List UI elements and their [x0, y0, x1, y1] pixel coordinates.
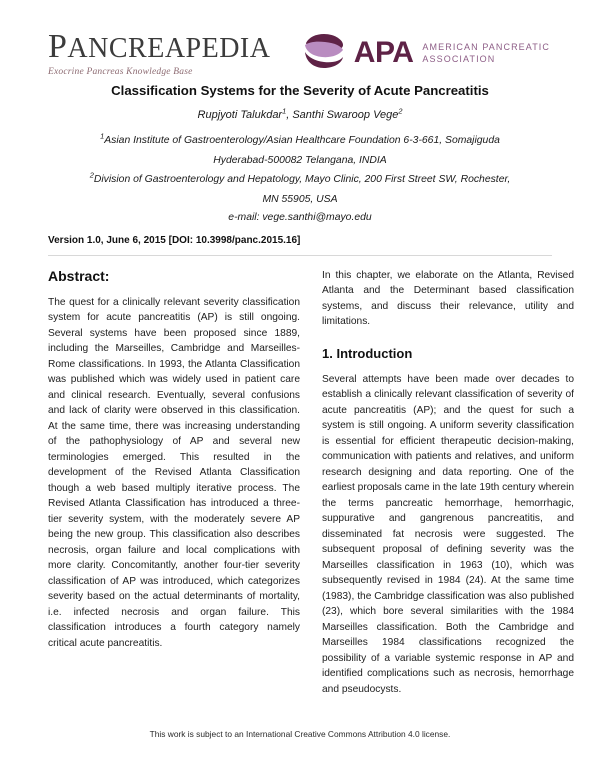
author-2-affiliation-marker: 2 [398, 106, 403, 116]
masthead [0, 0, 600, 77]
affiliation-2-line-1: Division of Gastroenterology and Hepatology, Mayo Clinic, 200 First Street SW, Rochester, [93, 174, 511, 186]
pancreapedia-tagline: Exocrine Pancreas Knowledge Base [48, 66, 193, 77]
introduction-paragraph: Several attempts have been made over decades to establish a clinically relevant classification of severity of acute pancreatitis (AP); and the quest for such a system is still ongoing. A uniform severity classification is essential for efficient therapeutic decision-making, communication with patients and relatives, and uniform research designing and data reporting. One of the earliest proposals came in the late 19th century wherein the terms pancreatic hemorrhage, hemorrhagic, suppurative and gangrenous pancreatitis, and disseminated fat necrosis were suggested. The subsequent proposal of defining severity was the Marseilles classification in 1963 (10), which was subsequently revised in 1984 (24). At the same time (1983), the Cambridge classification was also published (23), which bore several similarities with the 1984 Marseilles classification. Both the Cambridge and Marseilles 1984 classifications recognized the possibility of a variable systemic response in AP and identified complications such as necrosis, hemorrhage and pseudocysts. [322, 373, 574, 695]
affiliation-2-marker: 2 [89, 170, 94, 180]
page-title: Classification Systems for the Severity of Acute Pancreatitis [111, 83, 489, 98]
pancreapedia-logo[interactable] [48, 27, 271, 77]
affiliation-2 [34, 170, 566, 190]
chapter-scope-paragraph: In this chapter, we elaborate on the Atlanta, Revised Atlanta and the Determinant based classification systems, and discuss their relevance, utility and limitations. [322, 269, 574, 328]
title-block [0, 68, 600, 223]
author-list [34, 106, 566, 121]
apa-name-line1: AMERICAN PANCREATIC [422, 41, 550, 52]
version-doi-line: Version 1.0, June 6, 2015 [DOI: 10.3998/panc.2015.16] [48, 234, 301, 246]
pancreapedia-wordmark [48, 27, 271, 65]
apa-swirl-icon [303, 32, 345, 75]
abstract-paragraph: The quest for a clinically relevant severity classification system for acute pancreatitis (AP) is still ongoing. Several systems have been proposed since 1889, including the Marseilles, Cambridge and Marseilles-Rome classifications. In 1993, the Atlanta Classification was published which was widely used in patient care and clinical research. Eventually, several confusions and lack of clarity were observed in this classification. At the same time, there was increasing understanding of the pathophysiology of AP and several new terminologies emerged. This resulted in the development of the Revised Atlanta Classification though a web based multiply iterative process. The Revised Atlanta Classification has introduced a three-tier severity system, with the moderately severe AP being the new group. This classification also describes necrosis, organ failure and local complications with more clarity. Concomitantly, another four-tier severity classification of AP was introduced, which categorizes severity based on the actual determinants of mortality, i.e. infected necrosis and organ failure. This classification introduces a fourth category namely critical acute pancreatitis. [48, 296, 300, 649]
pancreapedia-rest: ANCREAPEDIA [67, 32, 271, 64]
apa-logo[interactable] [303, 32, 550, 75]
author-1-affiliation-marker: 1 [282, 106, 287, 116]
left-column [48, 268, 300, 707]
introduction-heading: 1. Introduction [322, 345, 413, 361]
affiliation-1-line-2-row [34, 151, 566, 171]
affiliation-2-line-2: MN 55905, USA [262, 194, 338, 206]
apa-letters: APA [353, 36, 414, 69]
contact-email[interactable]: e-mail: vege.santhi@mayo.edu [228, 211, 372, 223]
affiliation-1-line-1: Asian Institute of Gastroenterology/Asian Healthcare Foundation 6-3-661, Somajiguda [104, 134, 500, 146]
affiliation-1-marker: 1 [100, 131, 105, 141]
affiliation-2-line-2-row [34, 190, 566, 210]
abstract-heading: Abstract: [48, 267, 110, 284]
body-columns [0, 256, 600, 707]
affiliation-1 [34, 131, 566, 151]
license-footer: This work is subject to an International Creative Commons Attribution 4.0 license. [149, 729, 451, 739]
author-2: , Santhi Swaroop Vege [286, 108, 399, 121]
apa-name-line2: ASSOCIATION [422, 54, 496, 64]
author-1: Rupjyoti Talukdar [197, 108, 283, 121]
affiliation-1-line-2: Hyderabad-500082 Telangana, INDIA [213, 154, 387, 166]
apa-full-name [422, 41, 550, 65]
pancreapedia-initial: P [48, 27, 68, 65]
right-column [322, 268, 574, 707]
